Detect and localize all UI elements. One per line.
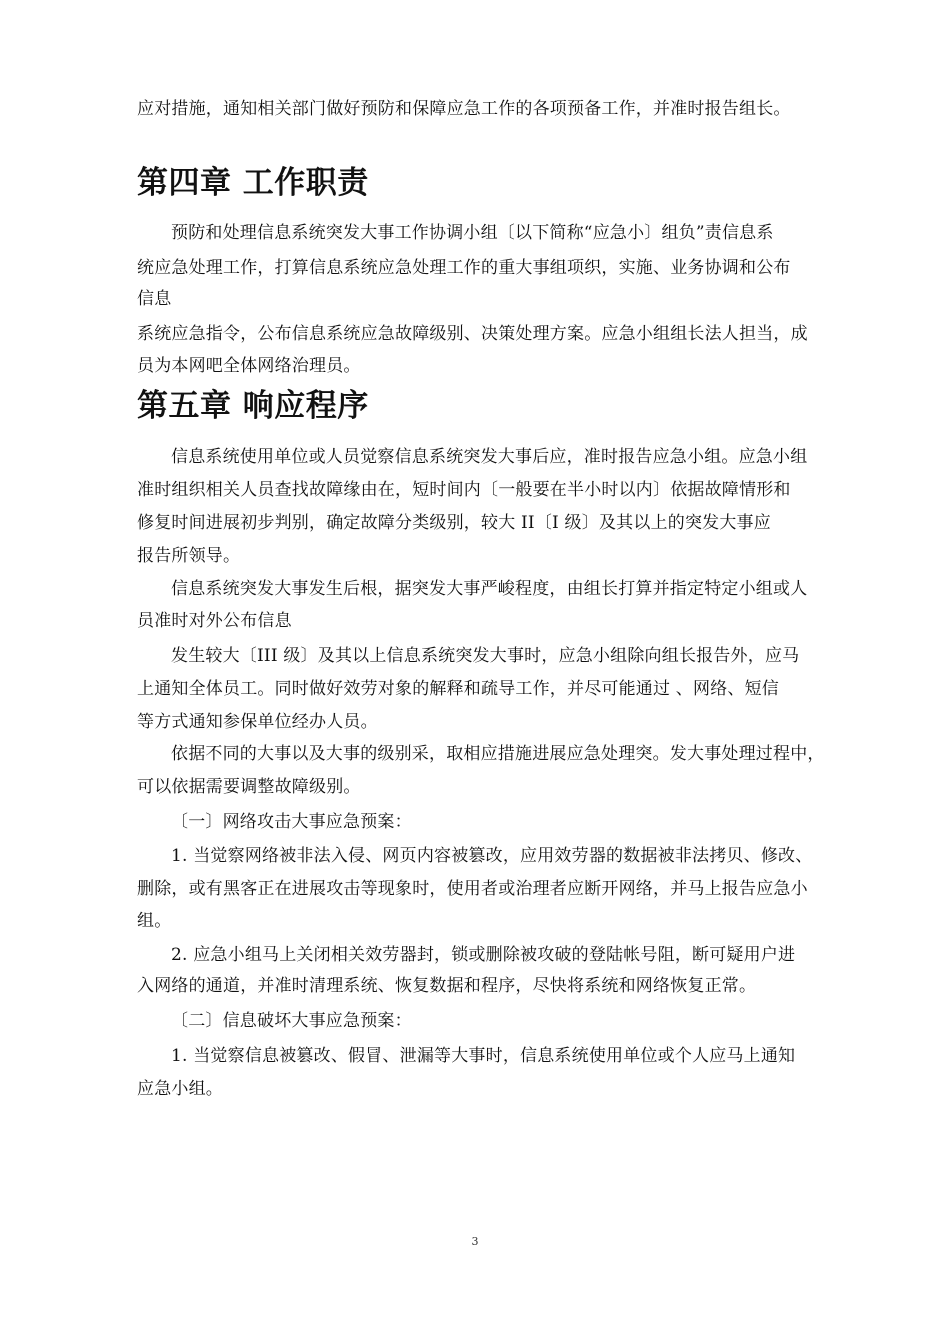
paragraph-line: 可以依据需要调整故障级别。 [137, 777, 361, 797]
paragraph-line: 修复时间进展初步判别，确定故障分类级别，较大 II〔I 级〕及其以上的突发大事应 [137, 513, 771, 533]
paragraph-line: 准时组织相关人员查找故障缘由在，短时间内〔一般要在半小时以内〕依据故障情形和 [137, 480, 791, 500]
paragraph-line: 报告所领导。 [137, 546, 241, 566]
list-item-line: 删除，或有黑客正在进展攻击等现象时，使用者或治理者应断开网络，并马上报告应急小 [137, 879, 808, 899]
list-item-line: 1. 当觉察信息被篡改、假冒、泄漏等大事时，信息系统使用单位或个人应马上通知 [171, 1046, 796, 1066]
list-item-line: 应急小组。 [137, 1079, 223, 1099]
list-item-line: 1. 当觉察网络被非法入侵、网页内容被篡改，应用效劳器的数据被非法拷贝、修改、 [171, 846, 813, 866]
paragraph-line: 预防和处理信息系统突发大事工作协调小组〔以下简称“应急小〕组负”责信息系 [171, 223, 774, 243]
section-2-heading: 〔二〕信息破坏大事应急预案： [171, 1011, 412, 1031]
paragraph-line: 信息 [137, 289, 172, 309]
list-item-line: 2. 应急小组马上关闭相关效劳器封，锁或删除被攻破的登陆帐号阻，断可疑用户进 [171, 945, 796, 965]
paragraph-line: 员准时对外公布信息 [137, 611, 292, 631]
paragraph-line: 上通知全体员工。同时做好效劳对象的解释和疏导工作，并尽可能通过 、网络、短信 [137, 679, 780, 699]
paragraph-line: 应对措施，通知相关部门做好预防和保障应急工作的各项预备工作，并准时报告组长。 [137, 99, 791, 119]
section-1-heading: 〔一〕网络攻击大事应急预案： [171, 812, 412, 832]
paragraph-line: 统应急处理工作，打算信息系统应急处理工作的重大事组项织，实施、业务协调和公布 [137, 258, 791, 278]
paragraph-line: 依据不同的大事以及大事的级别采，取相应措施进展应急处理突。发大事处理过程中， [171, 744, 825, 764]
list-item-line: 入网络的通道，并准时清理系统、恢复数据和程序，尽快将系统和网络恢复正常。 [137, 976, 757, 996]
list-item-line: 组。 [137, 911, 172, 931]
paragraph-line: 发生较大〔III 级〕及其以上信息系统突发大事时，应急小组除向组长报告外，应马 [171, 646, 800, 666]
paragraph-line: 信息系统突发大事发生后根，据突发大事严峻程度，由组长打算并指定特定小组或人 [171, 579, 808, 599]
paragraph-line: 员为本网吧全体网络治理员。 [137, 356, 361, 376]
paragraph-line: 系统应急指令，公布信息系统应急故障级别、决策处理方案。应急小组组长法人担当，成 [137, 324, 808, 344]
page-number: 3 [471, 1235, 479, 1248]
paragraph-line: 等方式通知参保单位经办人员。 [137, 712, 378, 732]
chapter-5-heading: 第五章 响应程序 [137, 388, 369, 424]
chapter-4-heading: 第四章 工作职责 [137, 165, 369, 201]
paragraph-line: 信息系统使用单位或人员觉察信息系统突发大事后应，准时报告应急小组。应急小组 [171, 447, 808, 467]
